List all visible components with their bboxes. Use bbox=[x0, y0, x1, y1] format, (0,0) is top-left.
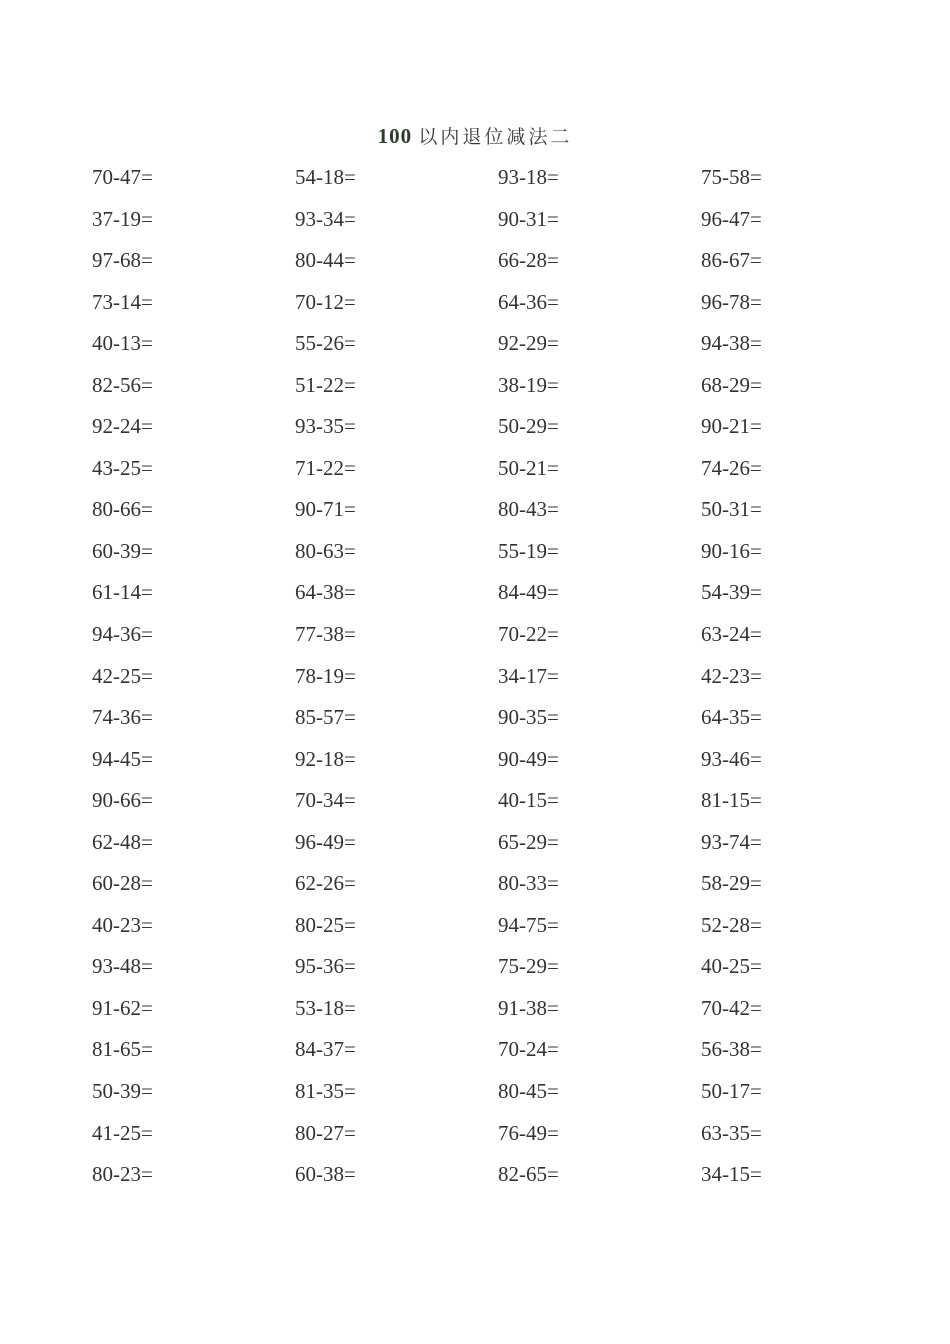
problem-item: 42-25= bbox=[92, 663, 153, 688]
problem-item: 50-39= bbox=[92, 1079, 153, 1104]
problem-item: 80-23= bbox=[92, 1162, 153, 1187]
problem-item: 43-25= bbox=[92, 455, 153, 480]
problem-item: 61-14= bbox=[92, 580, 153, 605]
problem-item: 38-19= bbox=[498, 372, 559, 397]
problem-item: 92-18= bbox=[295, 746, 356, 771]
problem-item: 70-24= bbox=[498, 1037, 559, 1062]
problem-item: 70-47= bbox=[92, 165, 153, 189]
problem-item: 92-29= bbox=[498, 331, 559, 356]
problem-item: 80-45= bbox=[498, 1079, 559, 1104]
problem-item: 96-49= bbox=[295, 829, 356, 854]
problem-item: 50-17= bbox=[701, 1079, 762, 1104]
problem-item: 90-35= bbox=[498, 705, 559, 730]
problem-item: 80-27= bbox=[295, 1120, 356, 1145]
problem-item: 93-18= bbox=[498, 165, 559, 189]
problem-item: 81-15= bbox=[701, 788, 762, 813]
problem-item: 93-74= bbox=[701, 829, 762, 854]
problem-item: 51-22= bbox=[295, 372, 356, 397]
problem-item: 80-25= bbox=[295, 912, 356, 937]
problem-item: 73-14= bbox=[92, 289, 153, 314]
problem-item: 62-48= bbox=[92, 829, 153, 854]
problem-item: 84-49= bbox=[498, 580, 559, 605]
problem-item: 54-39= bbox=[701, 580, 762, 605]
problem-item: 63-24= bbox=[701, 622, 762, 647]
problem-item: 37-19= bbox=[92, 206, 153, 231]
problem-item: 86-67= bbox=[701, 248, 762, 273]
problem-item: 91-62= bbox=[92, 995, 153, 1020]
problem-item: 90-66= bbox=[92, 788, 153, 813]
problem-item: 80-66= bbox=[92, 497, 153, 522]
problem-item: 92-24= bbox=[92, 414, 153, 439]
problem-item: 62-26= bbox=[295, 871, 356, 896]
problem-item: 75-29= bbox=[498, 954, 559, 979]
problem-item: 80-33= bbox=[498, 871, 559, 896]
problem-item: 53-18= bbox=[295, 995, 356, 1020]
problem-item: 93-48= bbox=[92, 954, 153, 979]
problem-item: 40-25= bbox=[701, 954, 762, 979]
problem-item: 85-57= bbox=[295, 705, 356, 730]
title-text: 以内退位减法二 bbox=[418, 126, 573, 148]
problem-item: 64-38= bbox=[295, 580, 356, 605]
problem-item: 94-75= bbox=[498, 912, 559, 937]
problem-item: 81-35= bbox=[295, 1079, 356, 1104]
problem-item: 97-68= bbox=[92, 248, 153, 273]
problem-item: 94-45= bbox=[92, 746, 153, 771]
problem-item: 90-16= bbox=[701, 538, 762, 563]
problem-item: 68-29= bbox=[701, 372, 762, 397]
problem-item: 90-21= bbox=[701, 414, 762, 439]
page-title bbox=[0, 122, 950, 151]
problem-item: 64-35= bbox=[701, 705, 762, 730]
problem-item: 40-13= bbox=[92, 331, 153, 356]
problem-item: 56-38= bbox=[701, 1037, 762, 1062]
problem-item: 40-23= bbox=[92, 912, 153, 937]
problem-item: 90-71= bbox=[295, 497, 356, 522]
problem-item: 60-38= bbox=[295, 1162, 356, 1187]
problem-item: 41-25= bbox=[92, 1120, 153, 1145]
problem-item: 50-29= bbox=[498, 414, 559, 439]
problem-item: 74-36= bbox=[92, 705, 153, 730]
problem-item: 65-29= bbox=[498, 829, 559, 854]
problem-item: 60-39= bbox=[92, 538, 153, 563]
problem-item: 81-65= bbox=[92, 1037, 153, 1062]
problem-item: 34-15= bbox=[701, 1162, 762, 1187]
problem-item: 90-49= bbox=[498, 746, 559, 771]
problem-grid bbox=[92, 157, 872, 1196]
problem-item: 78-19= bbox=[295, 663, 356, 688]
problem-item: 70-42= bbox=[701, 995, 762, 1020]
problem-item: 82-56= bbox=[92, 372, 153, 397]
problem-item: 55-26= bbox=[295, 331, 356, 356]
problem-item: 74-26= bbox=[701, 455, 762, 480]
problem-item: 71-22= bbox=[295, 455, 356, 480]
problem-item: 94-38= bbox=[701, 331, 762, 356]
problem-item: 94-36= bbox=[92, 622, 153, 647]
problem-item: 63-35= bbox=[701, 1120, 762, 1145]
problem-item: 40-15= bbox=[498, 788, 559, 813]
problem-item: 50-31= bbox=[701, 497, 762, 522]
problem-item: 80-43= bbox=[498, 497, 559, 522]
problem-item: 80-44= bbox=[295, 248, 356, 273]
problem-item: 91-38= bbox=[498, 995, 559, 1020]
problem-item: 82-65= bbox=[498, 1162, 559, 1187]
problem-item: 55-19= bbox=[498, 538, 559, 563]
problem-item: 60-28= bbox=[92, 871, 153, 896]
problem-item: 95-36= bbox=[295, 954, 356, 979]
problem-item: 34-17= bbox=[498, 663, 559, 688]
problem-item: 70-34= bbox=[295, 788, 356, 813]
problem-item: 75-58= bbox=[701, 165, 762, 189]
problem-item: 50-21= bbox=[498, 455, 559, 480]
problem-item: 93-35= bbox=[295, 414, 356, 439]
problem-item: 52-28= bbox=[701, 912, 762, 937]
problem-item: 93-34= bbox=[295, 206, 356, 231]
problem-item: 42-23= bbox=[701, 663, 762, 688]
problem-item: 90-31= bbox=[498, 206, 559, 231]
problem-item: 64-36= bbox=[498, 289, 559, 314]
problem-item: 66-28= bbox=[498, 248, 559, 273]
problem-item: 77-38= bbox=[295, 622, 356, 647]
problem-item: 70-22= bbox=[498, 622, 559, 647]
problem-item: 58-29= bbox=[701, 871, 762, 896]
problem-item: 54-18= bbox=[295, 165, 356, 189]
problem-item: 70-12= bbox=[295, 289, 356, 314]
problem-item: 93-46= bbox=[701, 746, 762, 771]
problem-item: 96-47= bbox=[701, 206, 762, 231]
problem-item: 96-78= bbox=[701, 289, 762, 314]
problem-item: 80-63= bbox=[295, 538, 356, 563]
problem-item: 76-49= bbox=[498, 1120, 559, 1145]
title-number: 100 bbox=[377, 124, 413, 148]
problem-item: 84-37= bbox=[295, 1037, 356, 1062]
